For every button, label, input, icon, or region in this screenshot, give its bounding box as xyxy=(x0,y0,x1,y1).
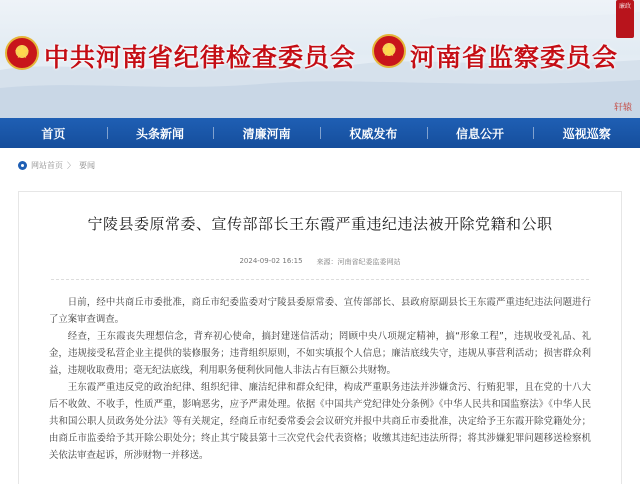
article-body xyxy=(19,280,621,464)
article-paragraph: 经查，王东霞丧失理想信念，背弃初心使命，搞封建迷信活动；罔顾中央八项规定精神，搞“形象工程”，违规收受礼品、礼金，违规接受私营企业主提供的装修服务；违背组织原则，不如实填报个人信息；廉洁底线失守，违规从事营利活动；损害群众利益，违规收取费用；毫无纪法底线，利用职务便利伙同他人非法占有巨额公共财物。 xyxy=(49,331,591,376)
main-nav xyxy=(0,118,640,148)
breadcrumb-separator: 〉 xyxy=(67,160,75,170)
header-banner xyxy=(0,0,640,118)
party-emblem-icon: ★ xyxy=(5,36,39,70)
breadcrumb xyxy=(0,148,640,182)
nav-item-clean-henan[interactable]: 清廉河南 xyxy=(213,118,320,148)
nav-item-headlines[interactable]: 头条新闻 xyxy=(107,118,214,148)
article-source xyxy=(317,257,401,267)
article-meta xyxy=(19,257,621,267)
national-emblem-icon: ★ xyxy=(372,34,406,68)
breadcrumb-home-link[interactable]: 网站首页 xyxy=(31,160,63,170)
article-paragraph: 日前，经中共商丘市委批准，商丘市纪委监委对宁陵县委原常委、宣传部部长、县政府原副县长王东霞严重违纪违法问题进行了立案审查调查。 xyxy=(49,297,591,325)
breadcrumb-current-link[interactable]: 要闻 xyxy=(79,160,95,170)
article-paragraph: 王东霞严重违反党的政治纪律、组织纪律、廉洁纪律和群众纪律，构成严重职务违法并涉嫌贪污、行贿犯罪，且在党的十八大后不收敛、不收手，性质严重，影响恶劣，应予严肃处理。依据《中国共产党纪律处分条例》《中华人民共和国监察法》《中华人民共和国公职人员政务处分法》等有关规定，经商丘市纪委常委会会议研究并报中共商丘市委批准，决定给予王东霞开除党籍处分；由商丘市监委给予其开除公职处分；终止其宁陵县第十三次党代会代表资格；收缴其违纪违法所得；将其涉嫌犯罪问题移送检察机关依法审查起诉，所涉财物一并移送。 xyxy=(49,382,591,461)
org-title-discipline-commission[interactable]: 中共河南省纪律检查委员会 xyxy=(44,43,357,72)
seal-stamp: 廉政 xyxy=(616,0,634,38)
org-title-supervision-commission[interactable]: 河南省监察委员会 xyxy=(410,43,619,72)
article-date: 2024-09-02 16:15 xyxy=(239,257,303,265)
banner-calligraphy: 轩辕 xyxy=(613,103,632,113)
nav-item-home[interactable]: 首页 xyxy=(41,126,66,141)
nav-item-info-disclosure[interactable]: 信息公开 xyxy=(427,118,534,148)
source-name: 河南省纪委监委网站 xyxy=(337,258,401,266)
article-title: 宁陵县委原常委、宣传部部长王东霞严重违纪违法被开除党籍和公职 xyxy=(87,215,553,233)
location-pin-icon xyxy=(18,161,27,170)
nav-item-inspection[interactable]: 巡视巡察 xyxy=(533,118,640,148)
nav-item-releases[interactable]: 权威发布 xyxy=(320,118,427,148)
source-label: 来源： xyxy=(316,258,338,266)
article-card xyxy=(18,191,622,484)
